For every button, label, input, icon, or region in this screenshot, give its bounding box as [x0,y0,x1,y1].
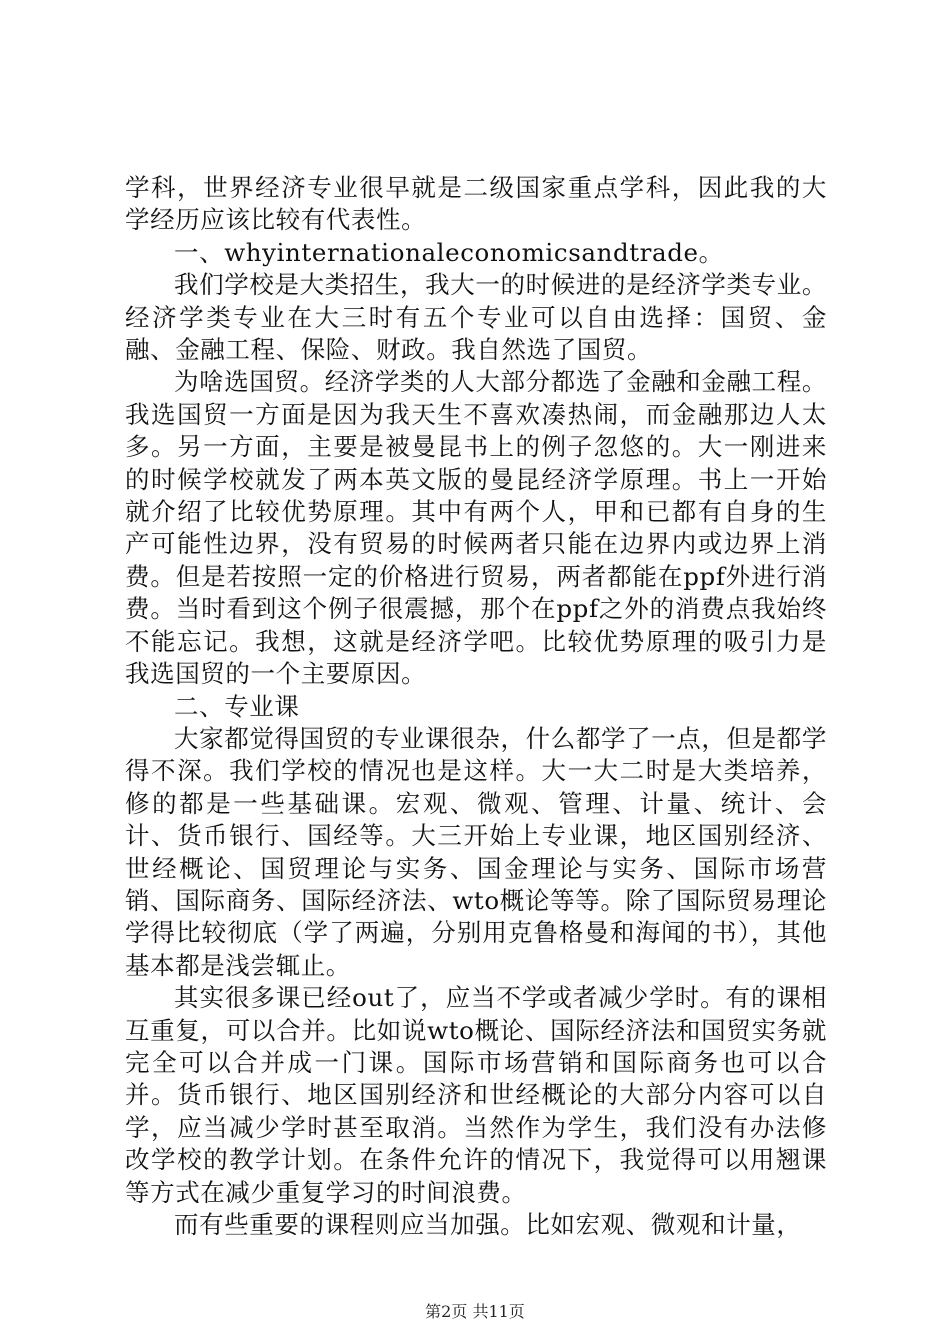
section-heading: 一、whyinternationaleconomicsandtrade。 [174,237,724,267]
section-heading: 二、专业课 [174,691,300,721]
page-number-footer: 第2页 共11页 [425,1302,525,1321]
document-body [125,172,827,1241]
paragraph: 而有些重要的课程则应当加强。比如宏观、微观和计量， [174,1210,802,1239]
paragraph: 大家都觉得国贸的专业课很杂，什么都学了一点，但是都学得不深。我们学校的情况也是这样。大一大二时是大类培养，修的都是一些基础课。宏观、微观、管理、计量、统计、会计、货币银行、国经等。大三开始上专业课，地区国别经济、世经概论、国贸理论与实务、国金理论与实务、国际市场营销、国际商务、国际经济法、wto概论等等。除了国际贸易理论学得比较彻底（学了两遍，分别用克鲁格曼和海闻的书），其他基本都是浅尝辄止。 [125,723,827,980]
paragraph: 为啥选国贸。经济学类的人大部分都选了金融和金融工程。我选国贸一方面是因为我天生不喜欢凑热闹，而金融那边人太多。另一方面，主要是被曼昆书上的例子忽悠的。大一刚进来的时候学校就发了两本英文版的曼昆经济学原理。书上一开始就介绍了比较优势原理。其中有两个人，甲和已都有自身的生产可能性边界，没有贸易的时候两者只能在边界内或边界上消费。但是若按照一定的价格进行贸易，两者都能在ppf外进行消费。当时看到这个例子很震撼，那个在ppf之外的消费点我始终不能忘记。我想，这就是经济学吧。比较优势原理的吸引力是我选国贸的一个主要原因。 [125,367,827,689]
paragraph: 我们学校是大类招生，我大一的时候进的是经济学类专业。经济学类专业在大三时有五个专业可以自由选择：国贸、金融、金融工程、保险、财政。我自然选了国贸。 [125,270,827,365]
paragraph: 其实很多课已经out了，应当不学或者减少学时。有的课相互重复，可以合并。比如说wto概论、国际经济法和国贸实务就完全可以合并成一门课。国际市场营销和国际商务也可以合并。货币银行、地区国别经济和世经概论的大部分内容可以自学，应当减少学时甚至取消。当然作为学生，我们没有办法修改学校的教学计划。在条件允许的情况下，我觉得可以用翘课等方式在减少重复学习的时间浪费。 [125,983,827,1207]
paragraph: 学科，世界经济专业很早就是二级国家重点学科，因此我的大学经历应该比较有代表性。 [125,173,827,235]
